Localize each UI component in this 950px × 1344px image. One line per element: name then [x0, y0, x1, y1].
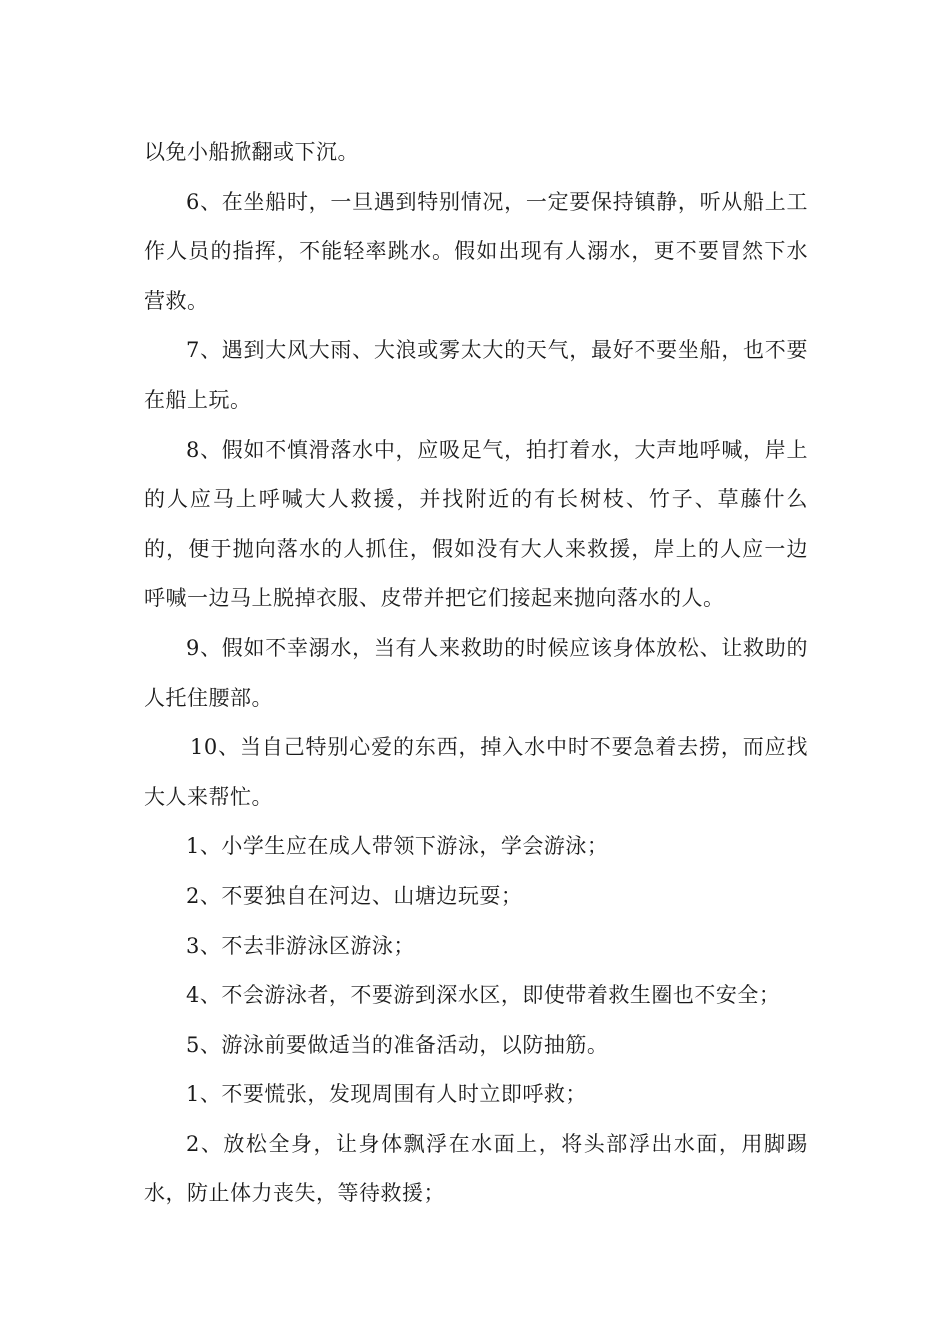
paragraph-boat-item-7: 7、遇到大风大雨、大浪或雾太大的天气，最好不要坐船，也不要在船上玩。	[144, 338, 808, 412]
paragraph-swim-item-1: 1、小学生应在成人带领下游泳，学会游泳；	[186, 834, 609, 859]
paragraph-boat-item-6: 6、在坐船时，一旦遇到特别情况，一定要保持镇静，听从船上工作人员的指挥，不能轻率跳水。假如出现有人溺水，更不要冒然下水营救。	[144, 189, 808, 313]
paragraph-boat-item-8: 8、假如不慎滑落水中，应吸足气，拍打着水，大声地呼喊，岸上的人应马上呼喊大人救援，并找附近的有长树枝、竹子、草藤什么的，便于抛向落水的人抓住，假如没有大人来救援，岸上的人应一边呼喊一边马上脱掉衣服、皮带并把它们接起来抛向落水的人。	[144, 437, 808, 611]
paragraph-swim-item-5: 5、游泳前要做适当的准备活动，以防抽筋。	[186, 1032, 609, 1057]
paragraph-boat-item-10: 10、当自己特别心爱的东西，掉入水中时不要急着去捞，而应找大人来帮忙。	[144, 735, 808, 809]
paragraph-swim-item-2: 2、不要独自在河边、山塘边玩耍；	[186, 883, 523, 908]
paragraph-rescue-item-1: 1、不要慌张，发现周围有人时立即呼救；	[186, 1082, 587, 1107]
document-body	[144, 128, 808, 1219]
paragraph-swim-item-3: 3、不去非游泳区游泳；	[186, 933, 415, 958]
paragraph-swim-item-4: 4、不会游泳者，不要游到深水区，即使带着救生圈也不安全；	[186, 983, 781, 1008]
paragraph-boat-item-9: 9、假如不幸溺水，当有人来救助的时候应该身体放松、让救助的人托住腰部。	[144, 635, 808, 710]
paragraph-rescue-item-2: 2、放松全身，让身体飘浮在水面上，将头部浮出水面，用脚踢水，防止体力丧失，等待救援；	[144, 1131, 808, 1206]
paragraph-continuation: 以免小船掀翻或下沉。	[144, 140, 359, 164]
